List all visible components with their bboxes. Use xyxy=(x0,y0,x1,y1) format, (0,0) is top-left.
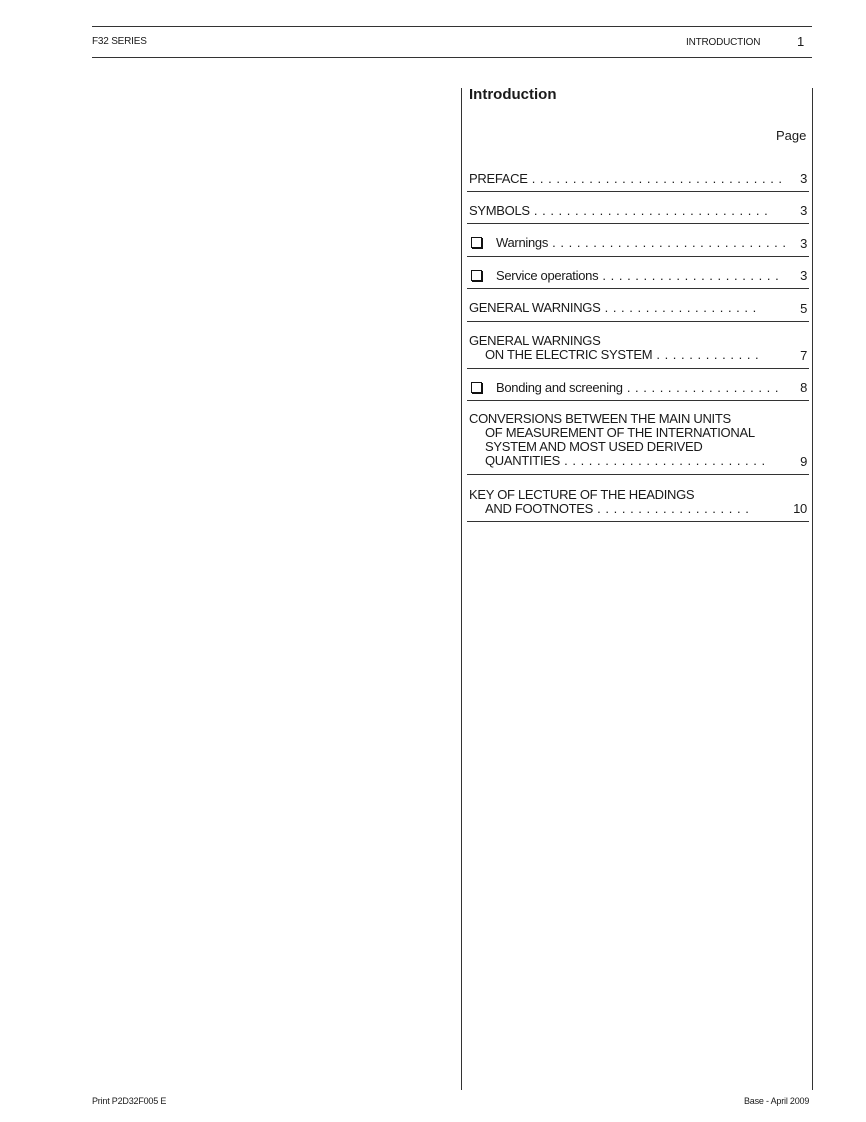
toc-entry-label-continued: AND FOOTNOTES xyxy=(485,501,594,516)
toc-entry-label: Warnings xyxy=(496,235,549,250)
header-page-number: 1 xyxy=(797,34,805,49)
header-series-title: F32 SERIES xyxy=(92,36,147,47)
column-right-rule xyxy=(812,88,813,1090)
footer-edition: Base - April 2009 xyxy=(744,1096,810,1106)
toc-entry-label: SYMBOLS xyxy=(469,203,530,218)
toc-entry-label: PREFACE xyxy=(469,171,528,186)
toc-entry-label: Service operations xyxy=(496,268,599,283)
toc-entry-page: 9 xyxy=(800,454,807,469)
toc-entry-leader: . . . . . . . . . . . . . xyxy=(652,347,760,362)
toc-entry-page: 3 xyxy=(800,236,807,251)
toc-entry-leader: . . . . . . . . . . . . . . . . . . . xyxy=(622,380,779,395)
toc-entry-warnings[interactable] xyxy=(467,224,809,257)
checkbox-square-icon xyxy=(471,237,482,248)
toc-entry-leader: . . . . . . . . . . . . . . . . . . . . . . . . . xyxy=(560,453,766,468)
toc-entry-leader: . . . . . . . . . . . . . . . . . . . xyxy=(593,501,750,516)
toc-entry-label-continued: SYSTEM AND MOST USED DERIVED xyxy=(485,439,703,454)
toc-entry-bonding-and-screening[interactable] xyxy=(467,369,809,401)
toc-entry-leader: . . . . . . . . . . . . . . . . . . . . . . xyxy=(598,268,780,283)
toc-entry-leader: . . . . . . . . . . . . . . . . . . . . . . . . . . . . . . . xyxy=(527,171,783,186)
toc-entry-page: 7 xyxy=(800,348,807,363)
header-top-rule xyxy=(92,26,812,27)
toc-entry-symbols[interactable] xyxy=(467,192,809,224)
toc-entry-preface[interactable] xyxy=(467,165,809,192)
toc-entry-page: 5 xyxy=(800,301,807,316)
table-of-contents xyxy=(467,165,809,522)
header-bottom-rule xyxy=(92,57,812,58)
toc-entry-label: GENERAL WARNINGS xyxy=(469,333,601,348)
toc-entry-general-warnings[interactable] xyxy=(467,289,809,322)
toc-entry-page: 3 xyxy=(800,268,807,283)
column-left-rule xyxy=(461,88,462,1090)
toc-entry-page: 10 xyxy=(793,501,807,516)
footer-print-code: Print P2D32F005 E xyxy=(92,1096,167,1106)
toc-entry-headings-and-footnotes[interactable] xyxy=(467,475,809,522)
toc-entry-page: 3 xyxy=(800,171,807,186)
toc-entry-leader: . . . . . . . . . . . . . . . . . . . xyxy=(600,300,757,315)
toc-entry-page: 8 xyxy=(800,380,807,395)
header-section-title: INTRODUCTION xyxy=(686,37,761,48)
toc-entry-label: KEY OF LECTURE OF THE HEADINGS xyxy=(469,487,695,502)
toc-entry-electric-system-warnings[interactable] xyxy=(467,322,809,369)
toc-entry-leader: . . . . . . . . . . . . . . . . . . . . . . . . . . . . . xyxy=(548,235,787,250)
toc-title: Introduction xyxy=(469,86,557,103)
toc-entry-service-operations[interactable] xyxy=(467,257,809,289)
checkbox-square-icon xyxy=(471,382,482,393)
toc-entry-label-continued: QUANTITIES xyxy=(485,453,561,468)
toc-entry-label-continued: OF MEASUREMENT OF THE INTERNATIONAL xyxy=(485,425,755,440)
toc-entry-label-continued: ON THE ELECTRIC SYSTEM xyxy=(485,347,653,362)
toc-entry-unit-conversions[interactable] xyxy=(467,401,809,475)
toc-entry-leader: . . . . . . . . . . . . . . . . . . . . . . . . . . . . . xyxy=(529,203,769,218)
toc-entry-label: CONVERSIONS BETWEEN THE MAIN UNITS xyxy=(469,411,731,426)
checkbox-square-icon xyxy=(471,270,482,281)
toc-entry-label: GENERAL WARNINGS xyxy=(469,300,601,315)
toc-page-column-label: Page xyxy=(776,128,807,143)
toc-entry-label: Bonding and screening xyxy=(496,380,623,395)
toc-entry-page: 3 xyxy=(800,203,807,218)
